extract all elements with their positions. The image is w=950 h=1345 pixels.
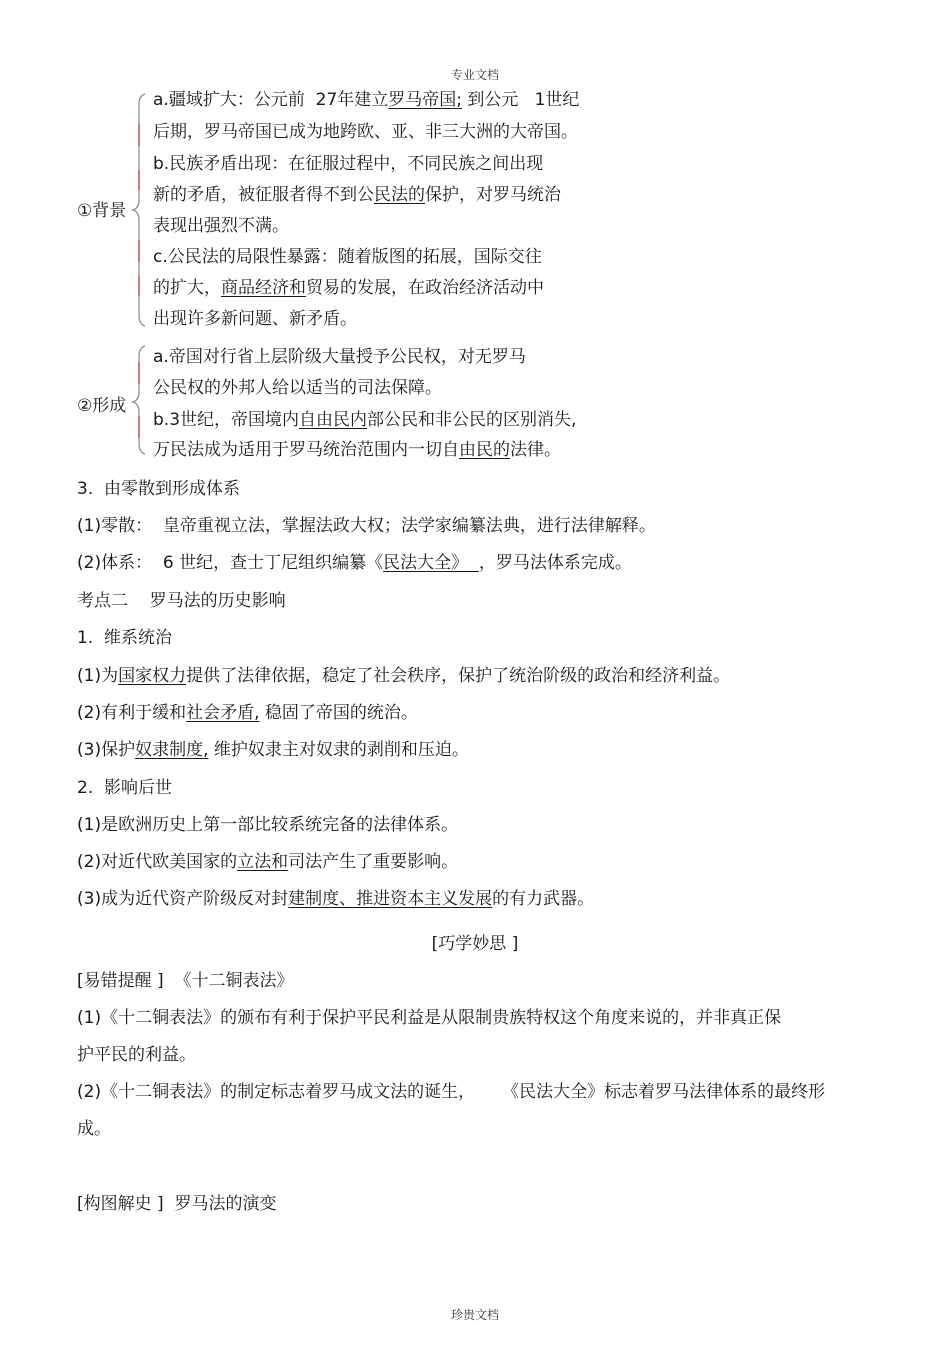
sec3-p1: (1)零散： 皇帝重视立法，掌握法政大权；法学家编纂法典，进行法律解释。	[77, 516, 656, 536]
kaodian2-s2-p3: (3)成为近代资产阶级反对封建制度、推进资本主义发展的有力武器。	[77, 889, 595, 909]
background-b-line3: 表现出强烈不满。	[153, 216, 289, 236]
formation-a-line2: 公民权的外邦人给以适当的司法保障。	[153, 378, 442, 398]
kaodian2-s1-p1: (1)为国家权力提供了法律依据，稳定了社会秩序，保护了统治阶级的政治和经济利益。	[77, 666, 731, 686]
tip1-line1: (1)《十二铜表法》的颁布有利于保护平民利益是从限制贵族特权这个角度来说的，并非真正保	[77, 1008, 782, 1028]
tip-title: [易错提醒 ] 《十二铜表法》	[77, 971, 294, 991]
page-footer: 珍贵文档	[450, 1308, 499, 1322]
tip1-line2: 护平民的利益。	[77, 1045, 196, 1065]
background-brace	[130, 90, 150, 330]
kaodian2-s2-title: 2. 影响后世	[77, 778, 173, 798]
tip2-line1: (2)《十二铜表法》的制定标志着罗马成文法的诞生， 《民法大全》标志着罗马法律体系的最终形	[77, 1082, 826, 1102]
kaodian2-s1-title: 1. 维系统治	[77, 628, 173, 648]
background-b-line1: b.民族矛盾出现：在征服过程中，不同民族之间出现	[153, 154, 544, 174]
kaodian2-s2-p1: (1)是欧洲历史上第一部比较系统完备的法律体系。	[77, 815, 459, 835]
background-c-line1: c.公民法的局限性暴露：随着版图的拓展，国际交往	[153, 247, 542, 267]
kaodian2-s1-p3: (3)保护奴隶制度, 维护奴隶主对奴隶的剥削和压迫。	[77, 740, 469, 760]
formation-b-line1: b.3世纪，帝国境内自由民内部公民和非公民的区别消失,	[153, 410, 577, 430]
formation-b-line2: 万民法成为适用于罗马统治范围内一切自由民的法律。	[153, 440, 561, 460]
background-c-line3: 出现许多新问题、新矛盾。	[153, 309, 357, 329]
background-c-line2: 的扩大，商品经济和贸易的发展，在政治经济活动中	[153, 278, 544, 298]
tip2-line2: 成。	[77, 1119, 111, 1139]
background-label: ①背景	[77, 201, 127, 221]
sec3-title: 3. 由零散到形成体系	[77, 479, 241, 499]
qiaoxue-title: [巧学妙思 ]	[431, 934, 519, 954]
formation-brace	[130, 342, 150, 458]
background-b-line2: 新的矛盾，被征服者得不到公民法的保护，对罗马统治	[153, 185, 561, 205]
sec3-p2: (2)体系： 6 世纪，查士丁尼组织编纂《民法大全》 ，罗马法体系完成。	[77, 553, 632, 573]
formation-label: ②形成	[77, 396, 127, 416]
kaodian2-s2-p2: (2)对近代欧美国家的立法和司法产生了重要影响。	[77, 852, 459, 872]
map-title: [构图解史 ] 罗马法的演变	[77, 1194, 277, 1214]
kaodian2-s1-p2: (2)有利于缓和社会矛盾, 稳固了帝国的统治。	[77, 703, 418, 723]
background-a-line1: a.疆域扩大：公元前 27年建立罗马帝国; 到公元 1世纪	[153, 90, 580, 110]
background-a-line2: 后期，罗马帝国已成为地跨欧、亚、非三大洲的大帝国。	[153, 122, 578, 142]
formation-a-line1: a.帝国对行省上层阶级大量授予公民权，对无罗马	[153, 347, 526, 367]
page-header: 专业文档	[450, 68, 499, 82]
kaodian2-title: 考点二 罗马法的历史影响	[77, 591, 286, 611]
